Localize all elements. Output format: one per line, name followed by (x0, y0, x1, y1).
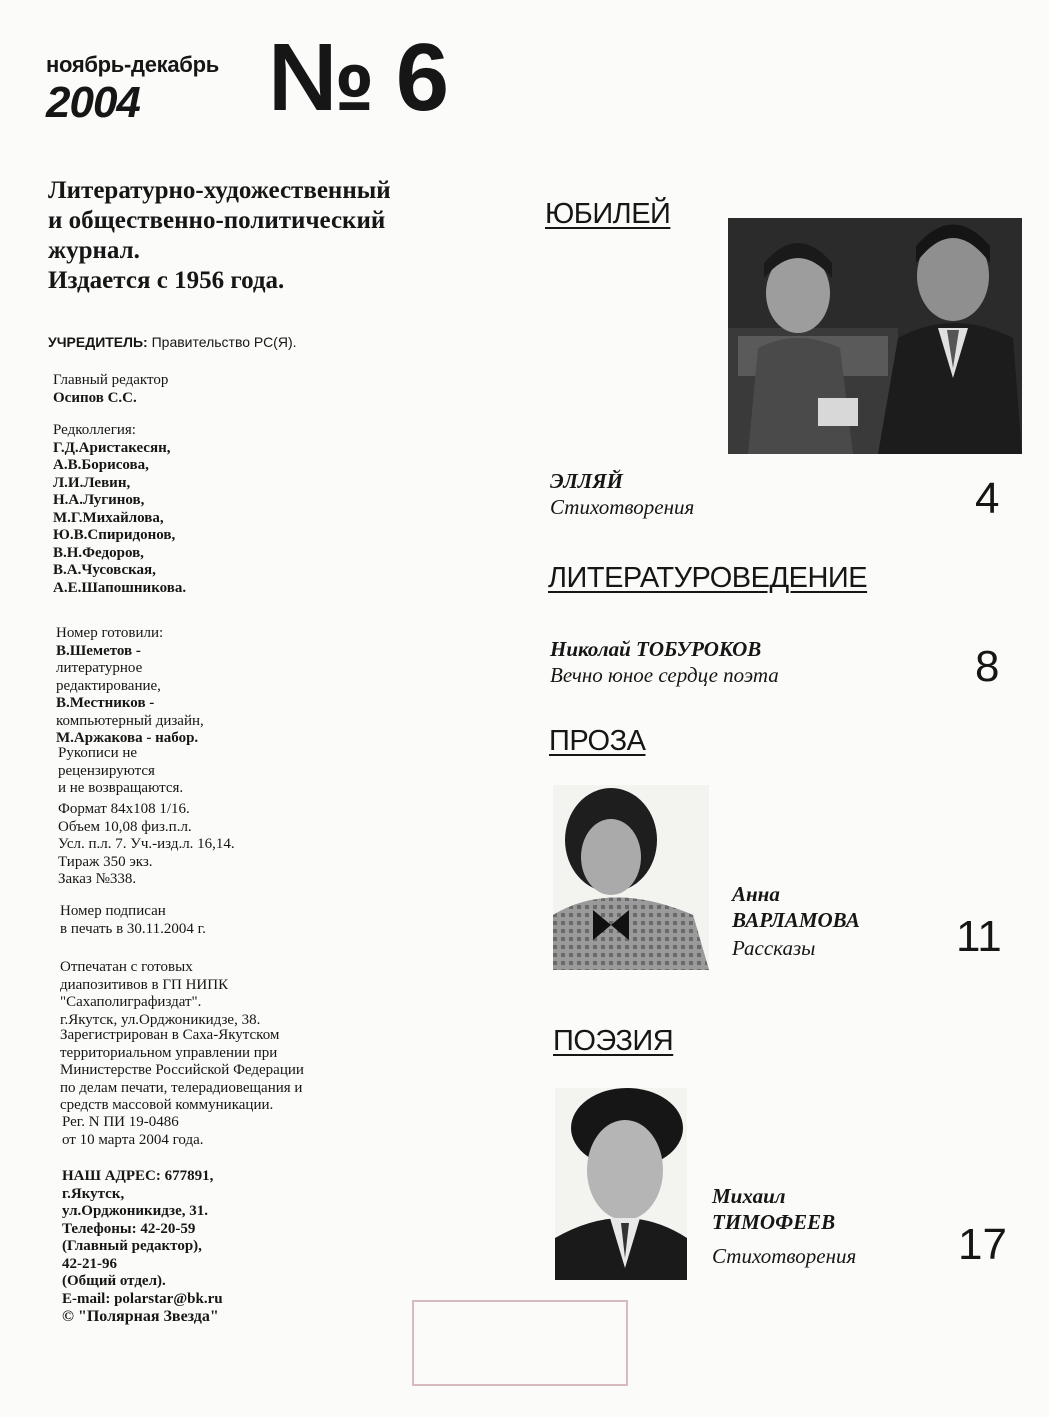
prepared-line: В.Шеметов - (56, 642, 141, 659)
founder-value: Правительство РС(Я). (151, 334, 297, 350)
signed-to-print (60, 903, 206, 938)
author-portrait (553, 785, 709, 970)
registration-notice (60, 1027, 304, 1115)
work-title: Рассказы (732, 936, 816, 960)
section-heading-jubilee: ЮБИЛЕЙ (545, 198, 671, 230)
founder-line (48, 334, 297, 350)
work-title: Стихотворения (712, 1244, 857, 1268)
format-line: Заказ №338. (58, 871, 137, 887)
registered-line: Зарегистрирован в Саха-Якутском (60, 1027, 280, 1043)
description-line: и общественно-политический (48, 207, 386, 234)
print-format (58, 801, 235, 889)
printed-line: диапозитивов в ГП НИПК (60, 976, 229, 993)
board-member: Г.Д.Аристакесян, (53, 439, 171, 456)
prepared-line: М.Аржакова - набор. (56, 730, 199, 746)
reg-number-line: Рег. N ПИ 19-0486 (62, 1114, 179, 1130)
page-number: 4 (975, 474, 1000, 523)
address-line: г.Якутск, (62, 1185, 125, 1202)
manuscripts-line: Рукописи не (58, 745, 138, 761)
prepared-line: литературное (56, 660, 143, 676)
chief-editor-block (53, 372, 168, 407)
format-line: Формат 84х108 1/16. (58, 801, 190, 817)
section-heading-literary-studies: ЛИТЕРАТУРОВЕДЕНИЕ (548, 562, 868, 594)
format-line: Усл. п.л. 7. Уч.-изд.л. 16,14. (58, 836, 235, 852)
prepared-line: редактирование, (56, 677, 161, 694)
editorial-board (53, 422, 186, 597)
registered-line: средств массовой коммуникации. (60, 1097, 274, 1113)
manuscripts-line: и не возвращаются. (58, 780, 184, 796)
author-name: ЭЛЛЯЙ (550, 469, 624, 493)
work-title: Стихотворения (550, 495, 695, 519)
email-line: E-mail: polarstar@bk.ru (62, 1290, 223, 1307)
jubilee-photo (728, 218, 1022, 454)
chief-editor-label: Главный редактор (53, 372, 169, 388)
printed-line: "Сахаполиграфиздат". (60, 994, 202, 1010)
copyright-line: © "Полярная Звезда" (62, 1308, 219, 1325)
library-stamp (412, 1300, 628, 1386)
issue-months: ноябрь-декабрь (46, 52, 219, 77)
description-line: журнал. (48, 237, 140, 264)
registered-line: по делам печати, телерадиовещания и (60, 1079, 303, 1096)
description-line: Издается с 1956 года. (48, 267, 285, 294)
registered-line: Министерстве Российской Федерации (60, 1062, 304, 1078)
board-label: Редколлегия: (53, 422, 136, 438)
page-number: 17 (958, 1220, 1007, 1269)
page-number: 11 (956, 912, 1002, 961)
printed-line: Отпечатан с готовых (60, 959, 193, 975)
signed-line: Номер подписан (60, 903, 166, 919)
address-line: Телефоны: 42-20-59 (62, 1220, 196, 1237)
address-line: 42-21-96 (62, 1255, 117, 1272)
board-member: М.Г.Михайлова, (53, 509, 164, 526)
author-last-name: ВАРЛАМОВА (732, 908, 860, 932)
prepared-label: Номер готовили: (56, 625, 164, 641)
description-line: Литературно-художественный (48, 177, 391, 204)
format-line: Объем 10,08 физ.п.л. (58, 818, 192, 835)
signed-line: в печать в 30.11.2004 г. (60, 920, 206, 937)
contact-address (62, 1168, 223, 1326)
board-member: Л.И.Левин, (53, 474, 131, 491)
registered-line: территориальном управлении при (60, 1044, 278, 1061)
board-member: А.Е.Шапошникова. (53, 579, 187, 596)
section-heading-prose: ПРОЗА (549, 725, 646, 757)
issue-year: 2004 (46, 78, 140, 127)
author-first-name: Анна (732, 882, 780, 906)
printed-line: г.Якутск, ул.Орджоникидзе, 38. (60, 1011, 261, 1028)
work-title: Вечно юное сердце поэта (550, 663, 779, 687)
printing-house (60, 959, 260, 1029)
board-member: В.А.Чусовская, (53, 562, 156, 578)
board-member: В.Н.Федоров, (53, 544, 144, 561)
board-member: Ю.В.Спиридонов, (53, 527, 176, 543)
manuscripts-notice (58, 745, 183, 798)
address-line: НАШ АДРЕС: 677891, (62, 1168, 214, 1184)
issue-prepared-by (56, 625, 204, 748)
prepared-line: компьютерный дизайн, (56, 712, 204, 729)
address-line: ул.Орджоникидзе, 31. (62, 1203, 208, 1219)
author-portrait (555, 1088, 687, 1280)
founder-label: УЧРЕДИТЕЛЬ: (48, 334, 148, 350)
issue-number: № 6 (268, 24, 447, 131)
page-number: 8 (975, 642, 1000, 691)
manuscripts-line: рецензируются (58, 762, 155, 779)
author-name: Николай ТОБУРОКОВ (550, 637, 762, 661)
journal-description (48, 176, 488, 296)
board-member: А.В.Борисова, (53, 457, 149, 473)
prepared-line: В.Местников - (56, 695, 155, 711)
address-line: (Главный редактор), (62, 1238, 202, 1254)
author-first-name: Михаил (712, 1184, 786, 1208)
reg-number-line: от 10 марта 2004 года. (62, 1131, 204, 1148)
format-line: Тираж 350 экз. (58, 853, 153, 870)
address-line: (Общий отдел). (62, 1273, 166, 1289)
author-last-name: ТИМОФЕЕВ (712, 1210, 836, 1234)
board-member: Н.А.Лугинов, (53, 492, 145, 508)
section-heading-poetry: ПОЭЗИЯ (553, 1025, 674, 1057)
chief-editor-name: Осипов С.С. (53, 389, 137, 406)
registration-number (62, 1114, 204, 1149)
